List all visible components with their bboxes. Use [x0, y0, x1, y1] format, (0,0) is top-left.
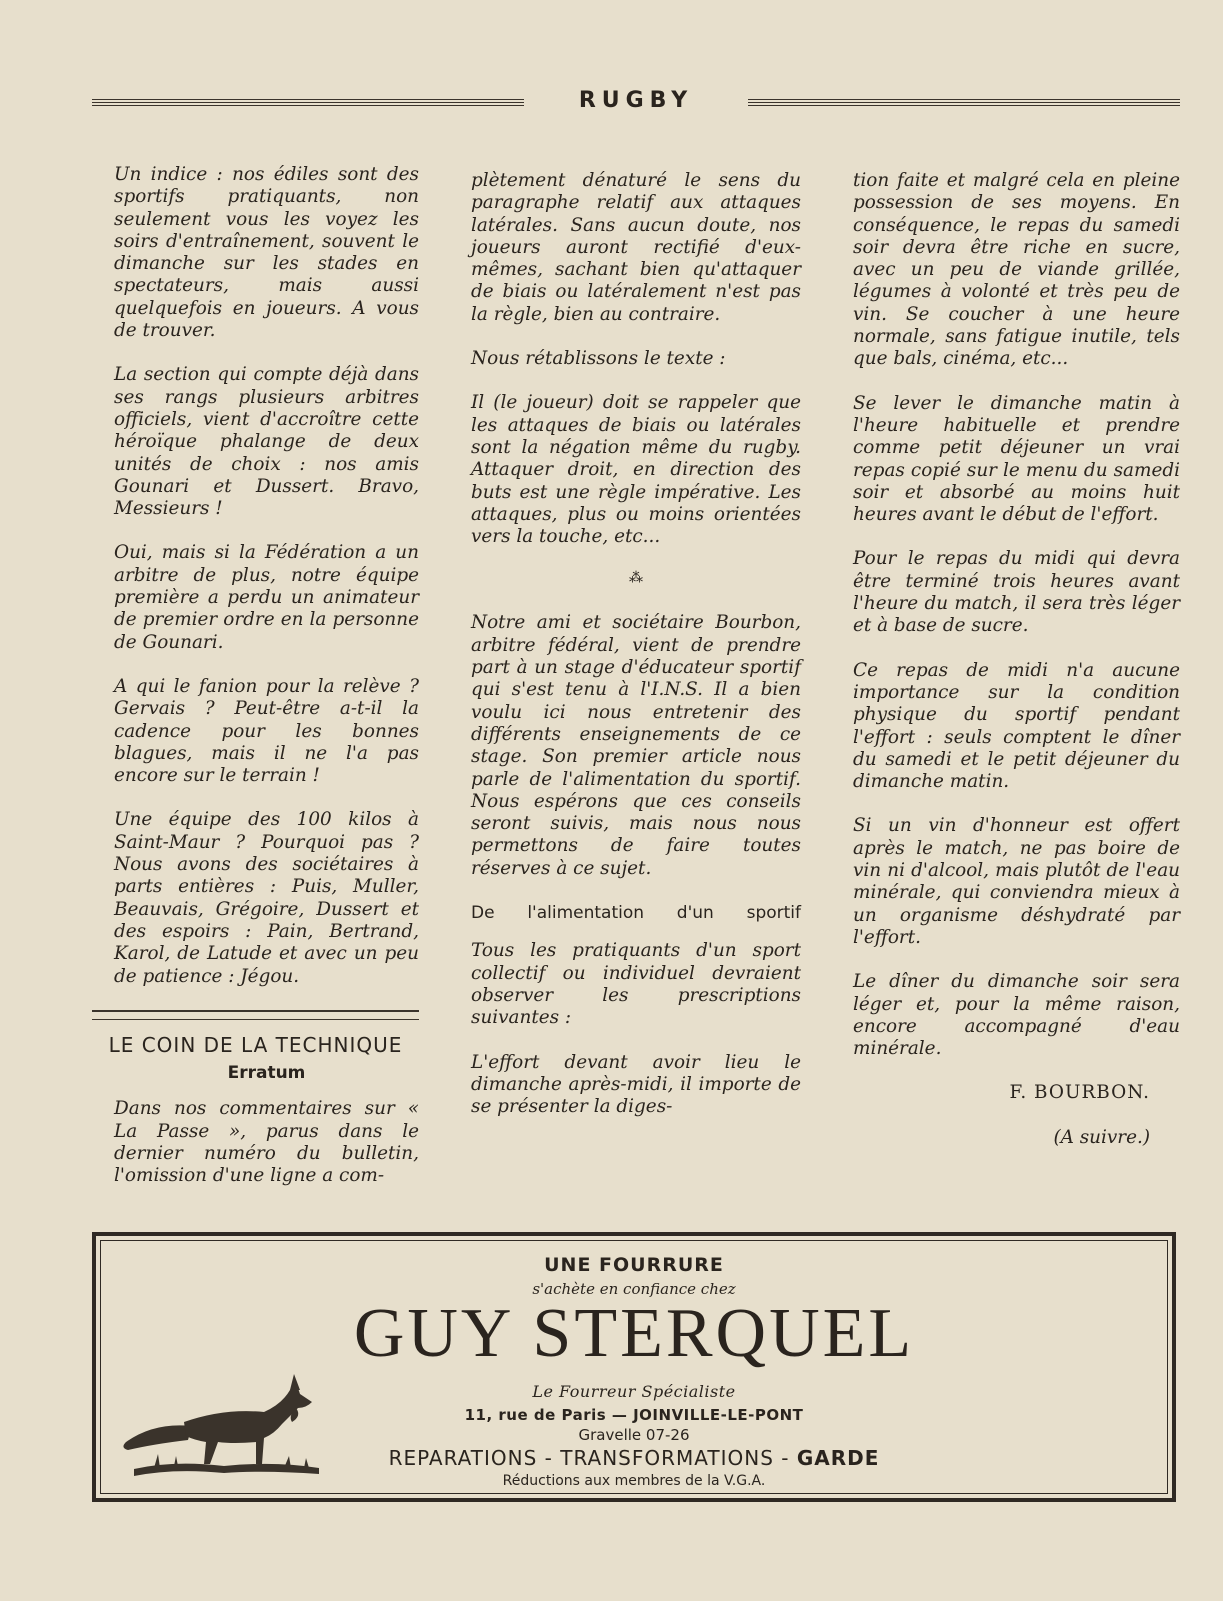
- paragraph: La section qui compte déjà dans ses rangs plusieurs arbitres officiels, vient d'accroître cette héroïque phalange de deux unités de choix : nos amis Gounari et Dussert. Bravo, Messieurs !: [114, 364, 419, 520]
- paragraph: Nous rétablissons le texte :: [471, 348, 726, 370]
- paragraph: Si un vin d'honneur est offert après le match, ne pas boire de vin ni d'alcool, mais plutôt de l'eau minérale, qui conviendra mieux à un organisme déshydraté par l'effort.: [853, 815, 1180, 948]
- column-2: [471, 170, 801, 1140]
- paragraph: Pour le repas du midi qui devra être terminé trois heures avant l'heure du match, il sera très léger et à base de sucre.: [853, 548, 1180, 637]
- paragraph: Dans nos commentaires sur « La Passe », parus dans le dernier numéro du bulletin, l'omission d'une ligne a com-: [114, 1098, 419, 1187]
- page-header: [92, 88, 1180, 118]
- ad-tagline: s'achète en confiance chez: [532, 1280, 736, 1298]
- paragraph: L'effort devant avoir lieu le dimanche après-midi, il importe de se présenter la diges-: [471, 1051, 801, 1118]
- fox-illustration-icon: [114, 1364, 334, 1484]
- section-title: LE COIN DE LA TECHNIQUE: [108, 1032, 403, 1057]
- paragraph: Un indice : nos édiles sont des sportifs pratiquants, non seulement vous les voyez les soirs d'entraînement, souvent le dimanche sur les stades en spectateurs, mais aussi quelquefois en joueurs. A vous de trouver.: [114, 164, 419, 342]
- paragraph: Tous les pratiquants d'un sport collectif ou individuel devraient observer les prescriptions suivantes :: [471, 940, 801, 1029]
- advertisement: [92, 1232, 1176, 1502]
- column-3: [853, 170, 1180, 1171]
- ad-specialty: Le Fourreur Spécialiste: [532, 1382, 736, 1401]
- column-1: [108, 164, 419, 1210]
- header-title: RUGBY: [578, 88, 694, 113]
- paragraph: Notre ami et sociétaire Bourbon, arbitre fédéral, vient de prendre part à un stage d'éducateur sportif qui s'est tenu à l'I.N.S. Il a bien voulu ici nous entretenir des différents enseignements de ce stage. Son premier article nous parle de l'alimentation du sportif. Nous espérons que ces conseils seront suivis, mais nous nous permettons de faire toutes réserves à ce sujet.: [471, 612, 801, 879]
- section-subtitle: Erratum: [227, 1063, 306, 1084]
- paragraph: Ce repas de midi n'a aucune importance sur la condition physique du sportif pendant l'effort : seuls comptent le dîner du samedi et le petit déjeuner du dimanche matin.: [853, 659, 1180, 793]
- ad-address: 11, rue de Paris — JOINVILLE-LE-PONT: [464, 1406, 804, 1424]
- paragraph: Oui, mais si la Fédération a un arbitre de plus, notre équipe première a perdu un animateur de premier ordre en la personne de Gounari.: [114, 542, 419, 653]
- section-divider: [92, 1010, 419, 1020]
- header-rule-right: [748, 99, 1180, 108]
- ad-discount: Réductions aux membres de la V.G.A.: [502, 1473, 766, 1489]
- paragraph: Se lever le dimanche matin à l'heure habituelle et prendre comme petit déjeuner un vrai repas copié sur le menu du samedi soir et absorbé au moins huit heures avant le début de l'effort.: [853, 392, 1180, 526]
- ad-services: [96, 1446, 1172, 1470]
- author-signature: F. BOURBON.: [1009, 1082, 1150, 1104]
- paragraph: tion faite et malgré cela en pleine possession de ses moyens. En conséquence, le repas du samedi soir devra être riche en sucre, avec un peu de viande grillée, légumes à volonté et très peu de vin. Se coucher à une heure normale, sans fatigue inutile, tels que bals, cinéma, etc...: [853, 170, 1180, 370]
- ad-phone: Gravelle 07-26: [578, 1426, 690, 1444]
- paragraph: plètement dénaturé le sens du paragraphe relatif aux attaques latérales. Sans aucun doute, nos joueurs auront rectifié d'eux-mêmes, sachant bien qu'attaquer de biais ou latéralement n'est pas la règle, bien au contraire.: [471, 170, 801, 325]
- paragraph: Le dîner du dimanche soir sera léger et, pour la même raison, encore accompagné d'eau minérale.: [853, 971, 1180, 1060]
- ad-services-bold: GARDE: [796, 1446, 880, 1470]
- article-heading: De l'alimentation d'un sportif: [471, 903, 801, 924]
- paragraph: Une équipe des 100 kilos à Saint-Maur ? Pourquoi pas ? Nous avons des sociétaires à parts entières : Puis, Muller, Beauvais, Grégoire, Dussert et des espoirs : Pain, Bertrand, Karol, de Latude et avec un peu de patience : Jégou.: [114, 809, 419, 987]
- paragraph: A qui le fanion pour la relève ? Gervais ? Peut-être a-t-il la cadence pour les bonnes blagues, mais il ne l'a pas encore sur le terrain !: [114, 675, 419, 787]
- ad-services-text: REPARATIONS - TRANSFORMATIONS -: [388, 1446, 790, 1470]
- to-be-continued: (A suivre.): [1053, 1126, 1150, 1148]
- asterism-separator: ⁂: [629, 570, 643, 587]
- ad-brand-name: GUY STERQUEL: [353, 1295, 915, 1372]
- ad-headline: UNE FOURRURE: [544, 1254, 724, 1276]
- header-rule-left: [92, 99, 524, 108]
- paragraph: Il (le joueur) doit se rappeler que les attaques de biais ou latérales sont la négation même du rugby. Attaquer droit, en direction des buts est une règle impérative. Les attaques, plus ou moins orientées vers la touche, etc...: [471, 392, 801, 548]
